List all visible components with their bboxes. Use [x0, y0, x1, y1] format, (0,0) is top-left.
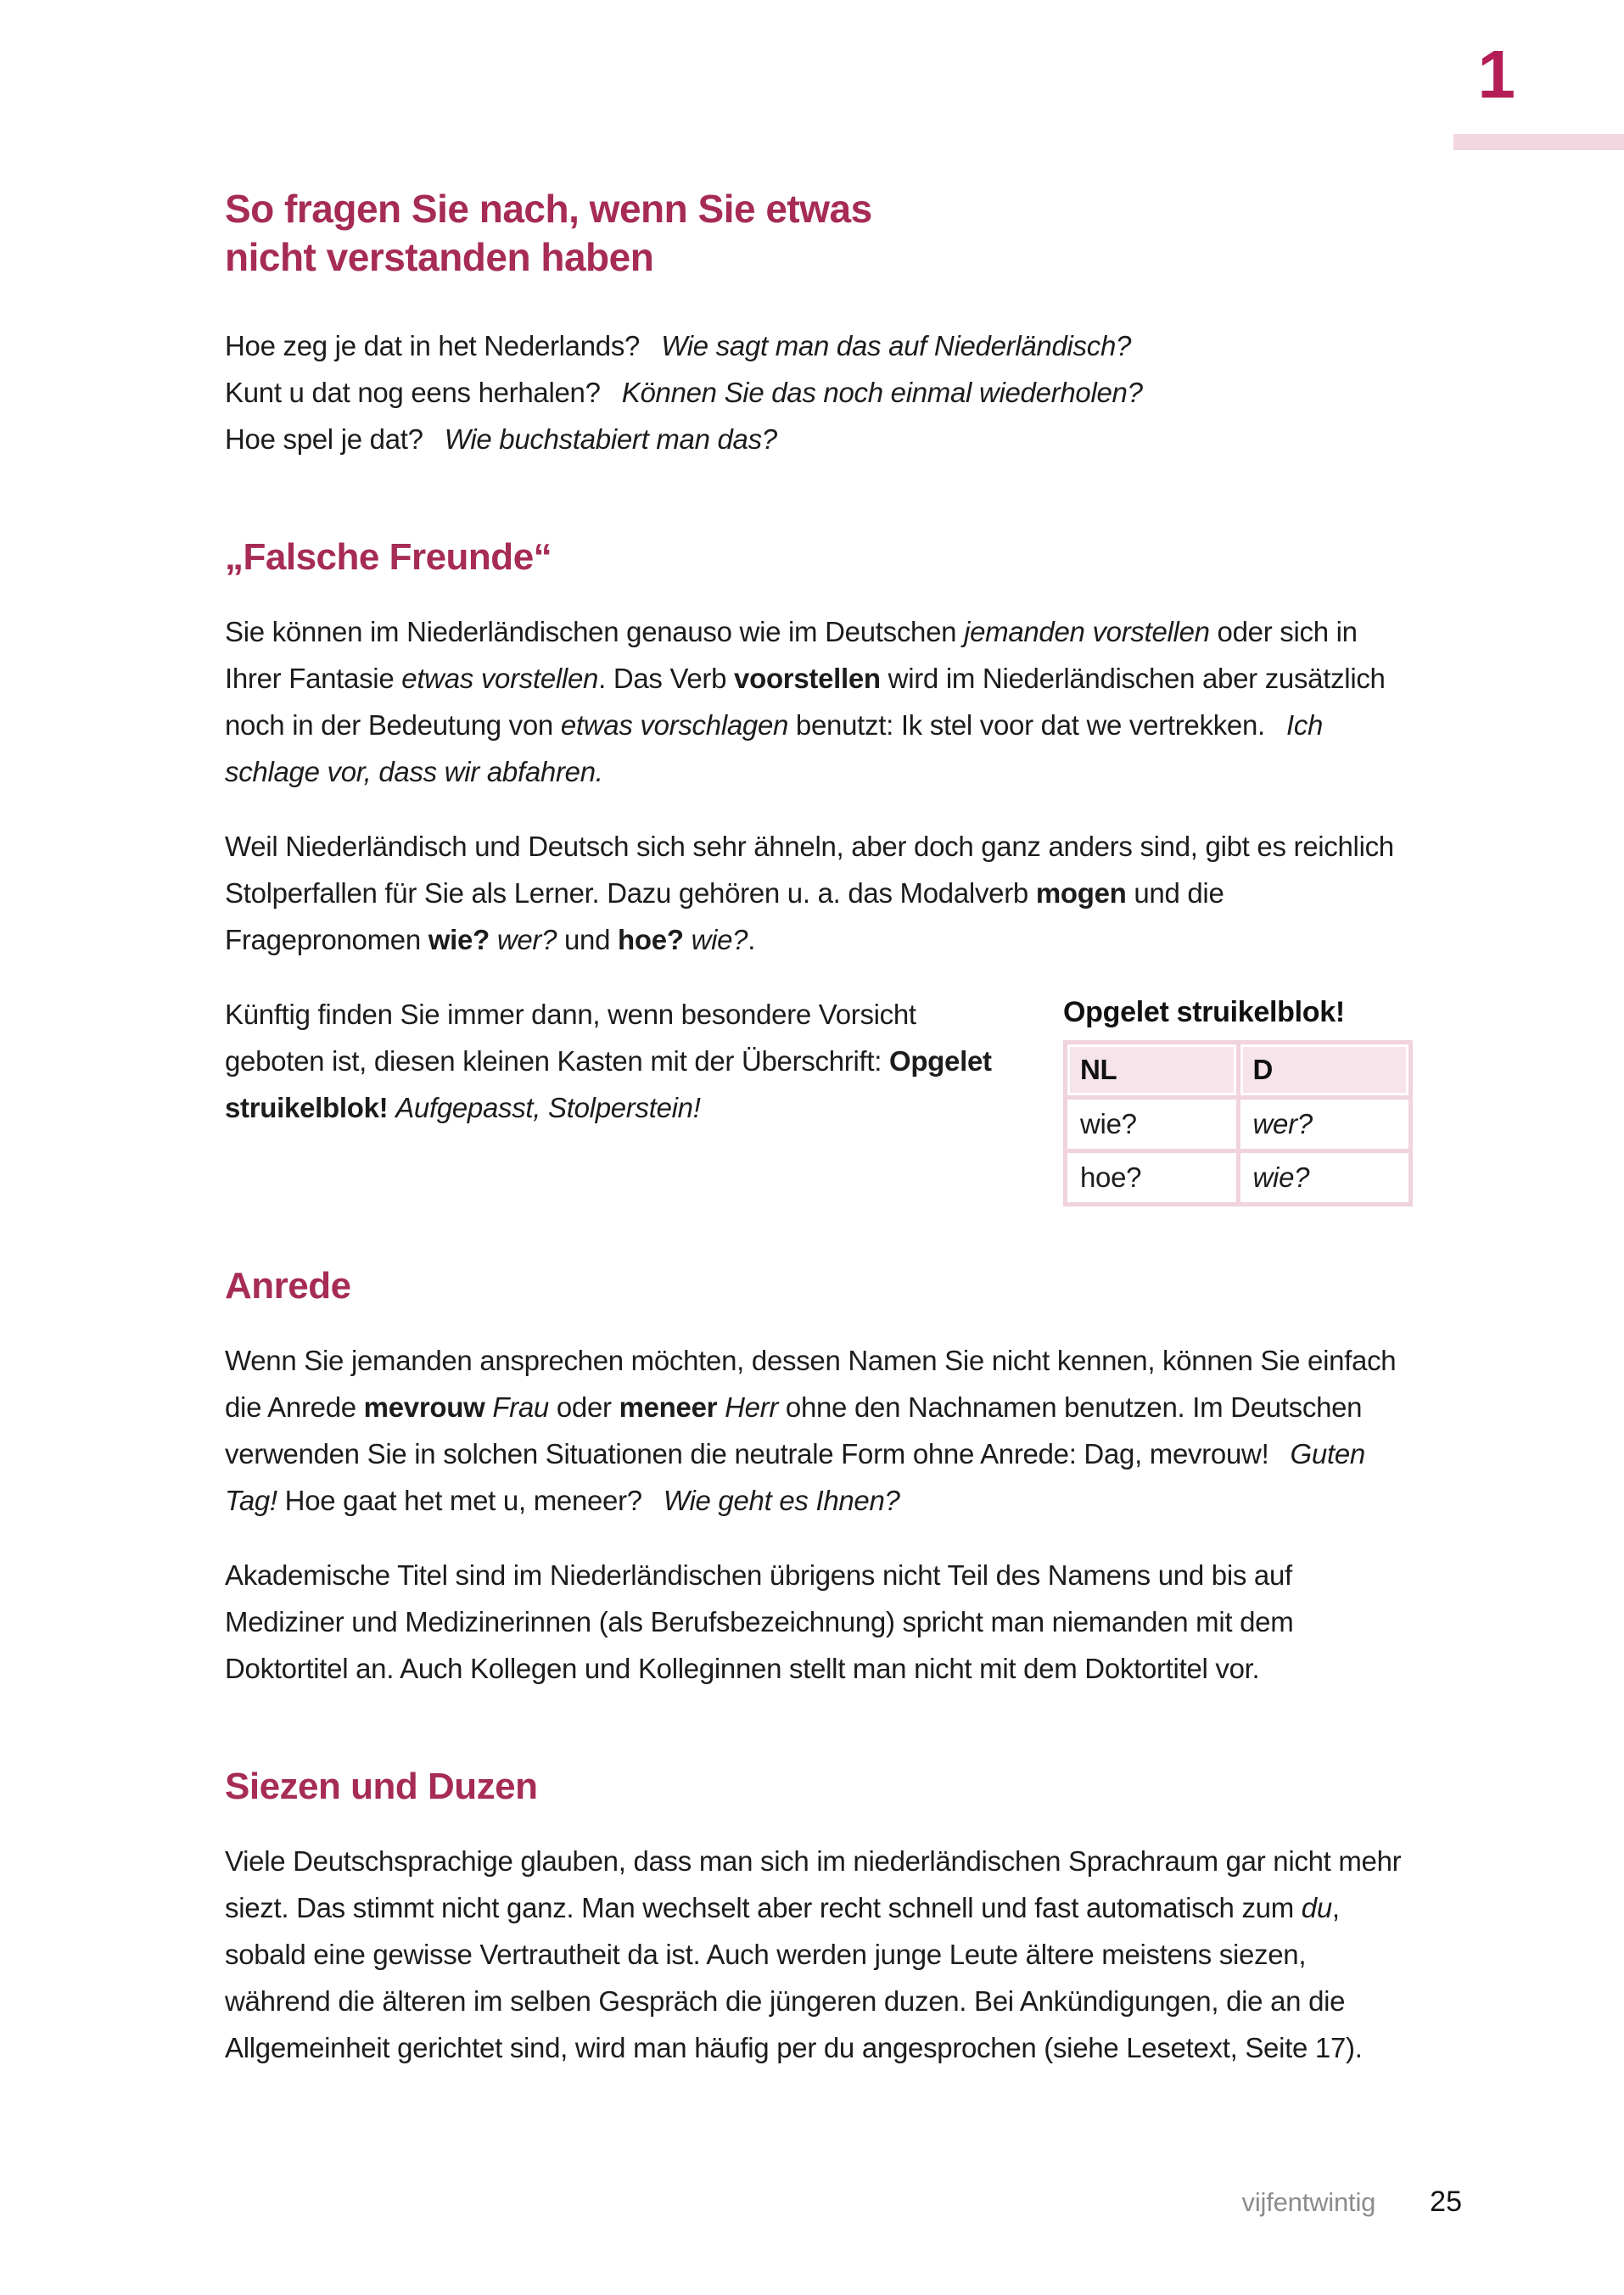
table-header-d: D [1240, 1044, 1409, 1095]
struikelblok-box [1063, 994, 1413, 1206]
page-content [225, 0, 1413, 2099]
paragraph: Akademische Titel sind im Niederländischen übrigens nicht Teil des Namens und bis auf Mediziner und Medizinerinnen (als Berufsbezeichnung) spricht man niemanden mit dem Doktortitel an. Auch Kollegen und Kolleginnen stellt man nicht mit dem Doktortitel vor. [225, 1559, 1294, 1684]
phrase-list [225, 322, 1413, 462]
phrase-line: Hoe spel je dat? Wie buchstabiert man das? [225, 423, 777, 455]
paragraph: Sie können im Niederländischen genauso wie im Deutschen jemanden vorstellen oder sich in Ihrer Fantasie etwas vorstellen. Das Verb voorstellen wird im Niederländischen aber zusätzlich noch in der Bedeutung von etwas vorschlagen benutzt: Ik stel voor dat we vertrekken. Ich schlage vor, dass wir abfahren. [225, 616, 1386, 787]
heading-line: So fragen Sie nach, wenn Sie etwas [225, 187, 872, 231]
table-row [1067, 1100, 1408, 1149]
paragraph: Wenn Sie jemanden ansprechen möchten, dessen Namen Sie nicht kennen, können Sie einfach die Anrede mevrouw Frau oder meneer Herr ohne den Nachnamen benutzen. Im Deutschen verwenden Sie in solchen Situationen die neutrale Form ohne Anrede: Dag, mevrouw! Guten Tag! Hoe gaat het met u, meneer? Wie geht es Ihnen? [225, 1345, 1397, 1516]
table-cell: wer? [1240, 1100, 1409, 1149]
footer-page-word: vijfentwintig [1241, 2187, 1376, 2217]
phrase-line: Hoe zeg je dat in het Nederlands? Wie sagt man das auf Niederländisch? [225, 330, 1132, 361]
chapter-tab-bar [1453, 134, 1624, 150]
paragraph: Künftig finden Sie immer dann, wenn besondere Vorsicht geboten ist, diesen kleinen Kasten mit der Überschrift: Opgelet struikelblok! Aufgepasst, Stolperstein! [225, 999, 992, 1123]
paragraph: Weil Niederländisch und Deutsch sich sehr ähneln, aber doch ganz anders sind, gibt es reichlich Stolperfallen für Sie als Lerner. Dazu gehören u. a. das Modalverb mogen und die Fragepronomen wie? wer? und hoe? wie?. [225, 831, 1394, 955]
table-cell: hoe? [1067, 1153, 1236, 1202]
phrase-line: Kunt u dat nog eens herhalen? Können Sie das noch einmal wiederholen? [225, 377, 1143, 408]
struikelblok-box-title: Opgelet struikelblok! [1063, 996, 1345, 1028]
section-heading-anrede: Anrede [225, 1265, 351, 1307]
paragraph-with-box [225, 991, 1413, 1217]
footer-page-number: 25 [1430, 2186, 1462, 2218]
table-cell: wie? [1240, 1153, 1409, 1202]
section-heading-ask [225, 0, 1413, 282]
paragraph: Viele Deutschsprachige glauben, dass man sich im niederländischen Sprachraum gar nicht mehr siezt. Das stimmt nicht ganz. Man wechselt aber recht schnell und fast automatisch zum du, sobald eine gewisse Vertrautheit da ist. Auch werden junge Leute ältere meistens siezen, während die älteren im selben Gespräch die jüngeren duzen. Bei Ankündigungen, die an die Allgemeinheit gerichtet sind, wird man häufig per du angesprochen (siehe Lesetext, Seite 17). [225, 1845, 1402, 2063]
section-heading-falsche-freunde: „Falsche Freunde“ [225, 536, 552, 578]
table-row [1067, 1153, 1408, 1202]
chapter-number: 1 [1477, 36, 1515, 112]
heading-line: nicht verstanden haben [225, 235, 654, 279]
struikelblok-table [1063, 1040, 1413, 1206]
section-heading-siezen-und-duzen: Siezen und Duzen [225, 1766, 538, 1807]
table-header-row [1067, 1044, 1408, 1095]
table-header-nl: NL [1067, 1044, 1236, 1095]
page-footer [1242, 2186, 1462, 2219]
table-cell: wie? [1067, 1100, 1236, 1149]
